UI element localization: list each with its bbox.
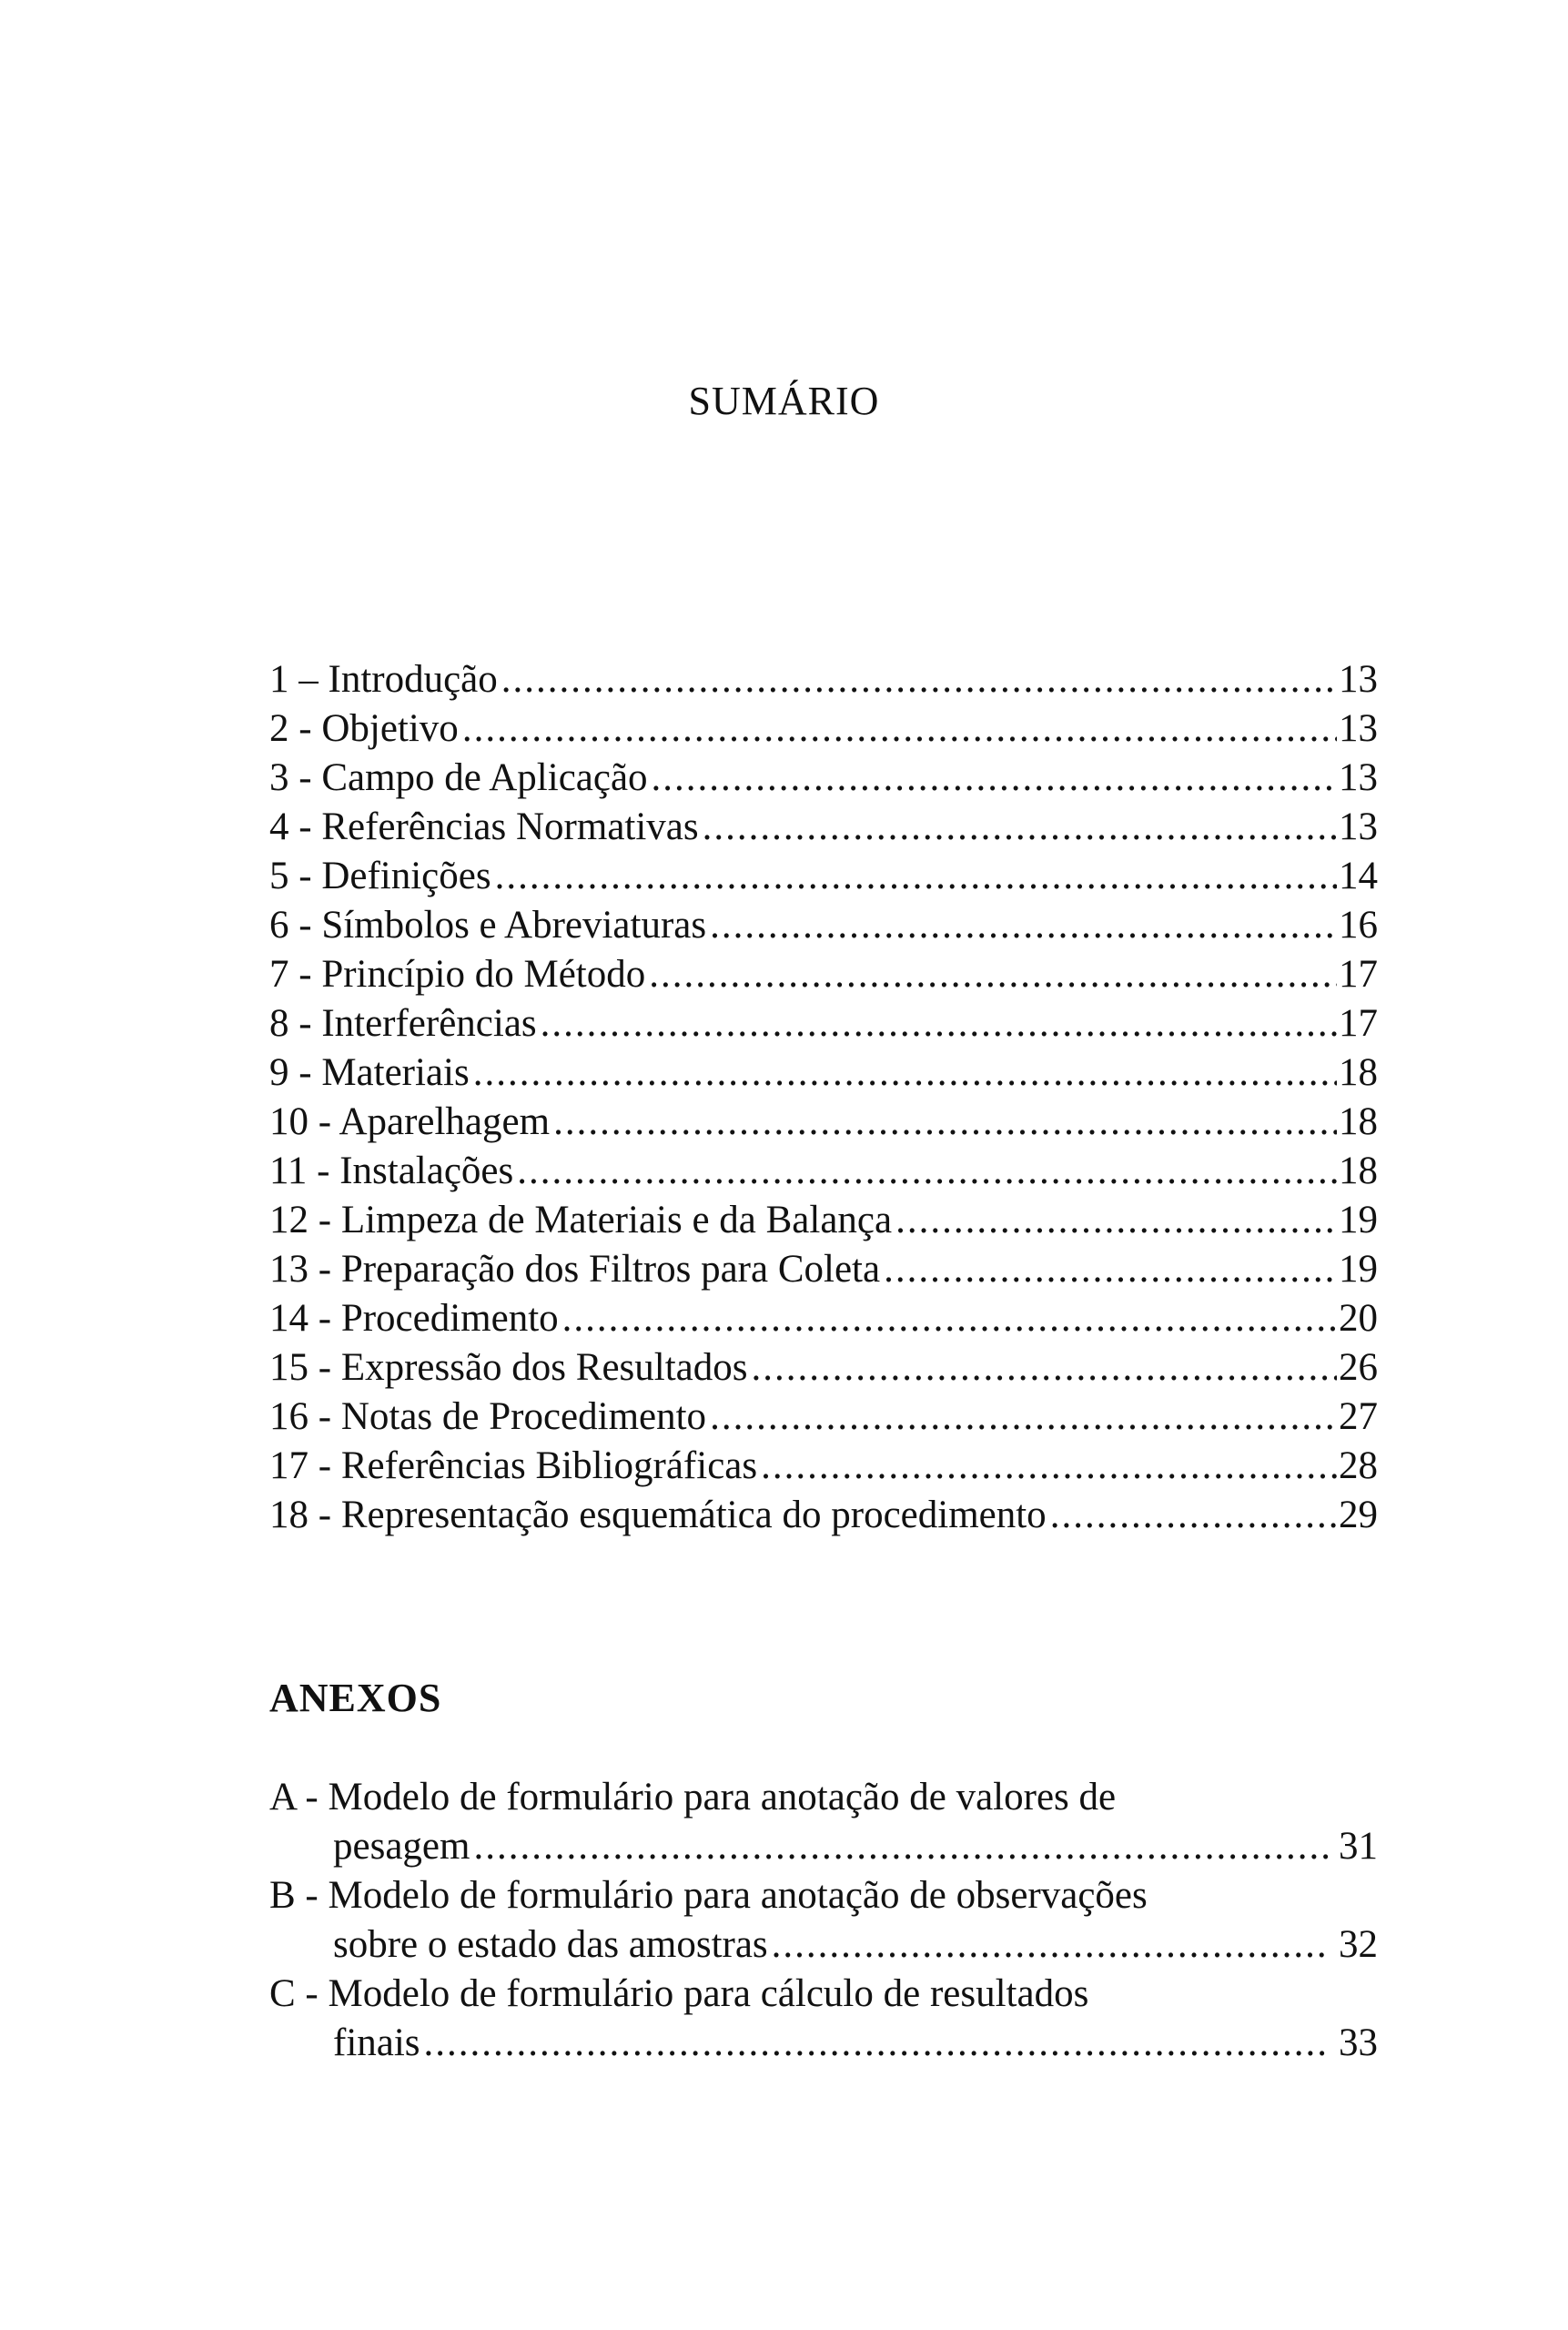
toc-entry-page: 13 xyxy=(1339,707,1378,750)
toc-entry[interactable] xyxy=(269,950,1378,999)
toc-leader-dots xyxy=(553,1098,1337,1147)
toc-entry[interactable] xyxy=(269,1196,1378,1245)
toc-entry-page: 14 xyxy=(1339,855,1378,897)
annex-heading: ANEXOS xyxy=(269,1676,442,1720)
toc-entry-page: 19 xyxy=(1339,1248,1378,1291)
toc-entry-label: 16 - Notas de Procedimento xyxy=(269,1395,707,1438)
toc-entry[interactable] xyxy=(269,1147,1378,1196)
toc-entry-page: 17 xyxy=(1339,1002,1378,1045)
toc-entry-label: 6 - Símbolos e Abreviaturas xyxy=(269,904,707,947)
annex-entry[interactable] xyxy=(269,1773,1378,1871)
toc-leader-dots xyxy=(562,1294,1337,1343)
toc-entry-label: 15 - Expressão dos Resultados xyxy=(269,1346,748,1389)
toc-entry[interactable] xyxy=(269,852,1378,901)
toc-leader-dots xyxy=(517,1147,1337,1196)
toc-entry-page: 13 xyxy=(1339,658,1378,701)
toc-entry-page: 17 xyxy=(1339,953,1378,996)
toc-leader-dots xyxy=(710,1393,1337,1442)
toc-leader-dots xyxy=(1050,1491,1337,1540)
toc-entry-label: 13 - Preparação dos Filtros para Coleta xyxy=(269,1248,881,1291)
toc-entry[interactable] xyxy=(269,1245,1378,1294)
annex-entry-title-continuation: finais xyxy=(333,2021,420,2064)
toc-entry-label: 9 - Materiais xyxy=(269,1051,470,1094)
table-of-contents xyxy=(269,655,1378,1540)
toc-entry[interactable] xyxy=(269,655,1378,704)
toc-leader-dots xyxy=(772,1920,1330,1970)
toc-entry[interactable] xyxy=(269,1343,1378,1393)
toc-entry-label: 3 - Campo de Aplicação xyxy=(269,756,648,799)
toc-entry-label: 4 - Referências Normativas xyxy=(269,805,699,848)
toc-entry-page: 16 xyxy=(1339,904,1378,947)
page-title: SUMÁRIO xyxy=(688,379,880,423)
toc-leader-dots xyxy=(652,754,1337,803)
toc-entry[interactable] xyxy=(269,1098,1378,1147)
toc-entry-page: 18 xyxy=(1339,1150,1378,1192)
toc-entry-label: 7 - Princípio do Método xyxy=(269,953,646,996)
annex-entry-title-continuation: pesagem xyxy=(333,1825,470,1868)
toc-leader-dots xyxy=(710,901,1337,950)
toc-entry-page: 29 xyxy=(1339,1494,1378,1536)
toc-entry[interactable] xyxy=(269,1491,1378,1540)
toc-entry[interactable] xyxy=(269,999,1378,1048)
toc-entry-page: 18 xyxy=(1339,1051,1378,1094)
toc-leader-dots xyxy=(424,2019,1330,2068)
toc-entry-label: 17 - Referências Bibliográficas xyxy=(269,1444,758,1487)
toc-entry-page: 13 xyxy=(1339,805,1378,848)
toc-leader-dots xyxy=(495,852,1337,901)
toc-leader-dots xyxy=(649,950,1337,999)
toc-entry-page: 19 xyxy=(1339,1199,1378,1241)
toc-entry[interactable] xyxy=(269,803,1378,852)
toc-entry-label: 11 - Instalações xyxy=(269,1150,514,1192)
toc-entry-page: 28 xyxy=(1339,1444,1378,1487)
toc-entry-label: 2 - Objetivo xyxy=(269,707,459,750)
toc-entry[interactable] xyxy=(269,1393,1378,1442)
toc-leader-dots xyxy=(752,1343,1338,1393)
annex-list xyxy=(269,1773,1378,2068)
toc-entry-page: 20 xyxy=(1339,1297,1378,1340)
toc-entry[interactable] xyxy=(269,901,1378,950)
annex-entry-title: A - Modelo de formulário para anotação de valores de xyxy=(269,1776,1117,1818)
toc-leader-dots xyxy=(895,1196,1337,1245)
annex-entry-page: 31 xyxy=(1339,1825,1378,1868)
toc-entry[interactable] xyxy=(269,1294,1378,1343)
toc-leader-dots xyxy=(473,1048,1337,1098)
toc-leader-dots xyxy=(541,999,1337,1048)
annex-entry-title: C - Modelo de formulário para cálculo de resultados xyxy=(269,1972,1089,2015)
annex-entry-title-continuation: sobre o estado das amostras xyxy=(333,1923,768,1966)
toc-entry-label: 12 - Limpeza de Materiais e da Balança xyxy=(269,1199,893,1241)
annex-entry-page: 33 xyxy=(1339,2021,1378,2064)
toc-leader-dots xyxy=(501,655,1337,704)
toc-entry-label: 1 – Introdução xyxy=(269,658,498,701)
toc-entry[interactable] xyxy=(269,1442,1378,1491)
annex-entry[interactable] xyxy=(269,1871,1378,1970)
toc-leader-dots xyxy=(761,1442,1337,1491)
toc-entry-label: 14 - Procedimento xyxy=(269,1297,559,1340)
toc-entry-page: 26 xyxy=(1339,1346,1378,1389)
toc-entry-label: 5 - Definições xyxy=(269,855,491,897)
toc-entry-label: 8 - Interferências xyxy=(269,1002,537,1045)
toc-entry[interactable] xyxy=(269,754,1378,803)
toc-leader-dots xyxy=(884,1245,1337,1294)
toc-leader-dots xyxy=(462,704,1337,754)
toc-entry-page: 13 xyxy=(1339,756,1378,799)
toc-entry-page: 27 xyxy=(1339,1395,1378,1438)
toc-entry-label: 18 - Representação esquemática do procedimento xyxy=(269,1494,1047,1536)
toc-leader-dots xyxy=(703,803,1337,852)
toc-entry[interactable] xyxy=(269,1048,1378,1098)
annex-entry[interactable] xyxy=(269,1970,1378,2068)
toc-entry-label: 10 - Aparelhagem xyxy=(269,1100,551,1143)
toc-entry[interactable] xyxy=(269,704,1378,754)
annex-entry-page: 32 xyxy=(1339,1923,1378,1966)
toc-leader-dots xyxy=(473,1822,1330,1871)
toc-entry-page: 18 xyxy=(1339,1100,1378,1143)
annex-entry-title: B - Modelo de formulário para anotação de observações xyxy=(269,1874,1148,1917)
